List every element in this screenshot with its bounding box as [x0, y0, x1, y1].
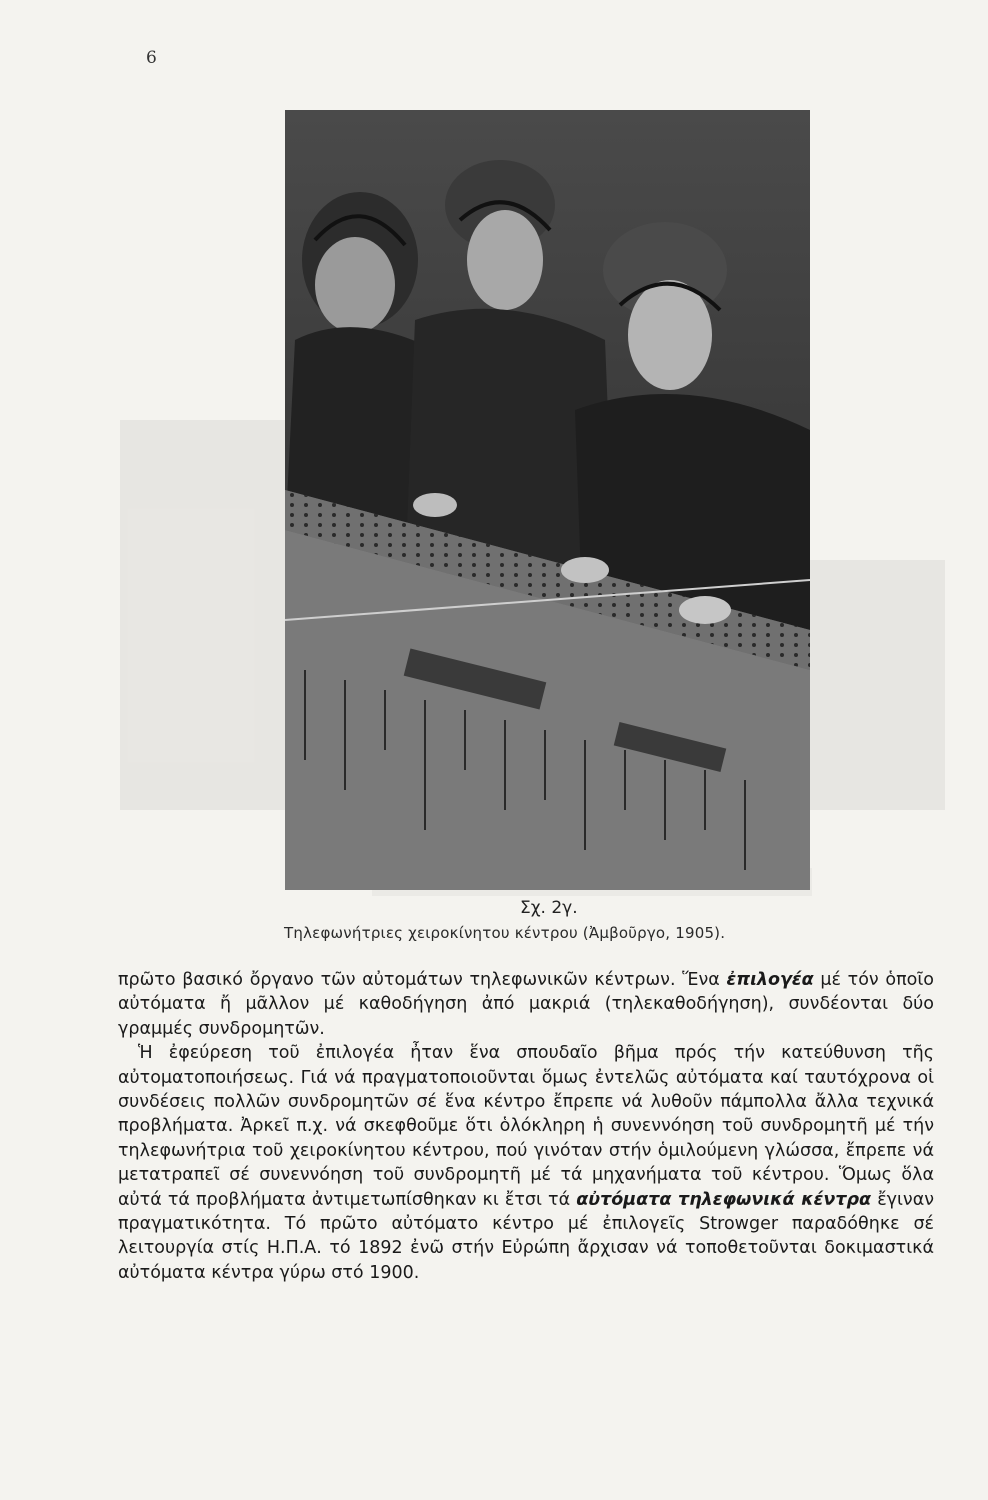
switchboard-operators-photo [285, 110, 810, 890]
bleed-through-right [805, 560, 945, 810]
term-automatic-exchanges: αὐτόματα τηλεφωνικά κέντρα [576, 1189, 872, 1210]
paragraph-1-text-a: πρῶτο βασικό ὄργανο τῶν αὐτομάτων τηλεφωνικῶν κέντρων. Ἕνα [118, 970, 727, 990]
paragraph-1-text-b: μέ τόν ὁποῖο αὐτόματα ἤ μᾶλλον μέ καθοδήγηση ἀπό μακριά (τηλεκαθοδήγηση), συνδέονται δύο γραμμές συνδρομητῶν. [118, 970, 934, 1039]
page-number: 6 [146, 48, 157, 68]
photo-illustration [285, 110, 810, 890]
paragraph-1 [118, 968, 934, 1041]
paragraph-2-text-b: ἔγιναν πραγματικότητα. Τό πρῶτο αὐτόματο κέντρο μέ ἐπιλογεῖς Strowger παραδόθηκε σέ λειτουργία στίς Η.Π.Α. τό 1892 ἐνῶ στήν Εὐρώπη ἄρχισαν νά τοποθετοῦνται δοκιμαστικά αὐτόματα κέντρα γύρω στό 1900. [118, 1189, 935, 1283]
paragraph-2 [118, 1041, 934, 1285]
bleed-through-left [120, 420, 290, 810]
paragraph-2-text-a: Ἡ ἐφεύρεση τοῦ ἐπιλογέα ἦταν ἕνα σπουδαῖο βῆμα πρός τήν κατεύθυνση τῆς αὐτοματοποιήσεως. Γιά νά πραγματοποιοῦνται ὅμως ἐντελῶς αὐτόματα καί ταυτόχρονα οἱ συνδέσεις πολλῶν συνδρομητῶν σέ ἕνα κέντρο ἔπρεπε νά λυθοῦν πάμπολλα ἄλλα τεχνικά προβλήματα. Ἀρκεῖ π.χ. νά σκεφθοῦμε ὅτι ὁλόκληρη ἡ συνεννόηση τοῦ συνδρομητῆ μέ τήν τηλεφωνήτρια τοῦ χειροκίνητου κέντρου, πού γινόταν στήν ὁμιλούμενη γλώσσα, ἔπρεπε νά μετατραπεῖ σέ συνεννόηση τοῦ συνδρομητῆ μέ τά μηχανήματα τοῦ κέντρου. Ὅμως ὅλα αὐτά τά προβλήματα ἀντιμετωπίσθηκαν κι ἔτσι τά [118, 1043, 934, 1210]
figure-caption: Τηλεφωνήτριες χειροκίνητου κέντρου (Ἀμβοῦργο, 1905). [284, 924, 726, 942]
body-text [118, 968, 934, 1285]
term-selector: ἐπιλογέα [726, 970, 814, 990]
figure-label: Σχ. 2γ. [520, 898, 578, 918]
